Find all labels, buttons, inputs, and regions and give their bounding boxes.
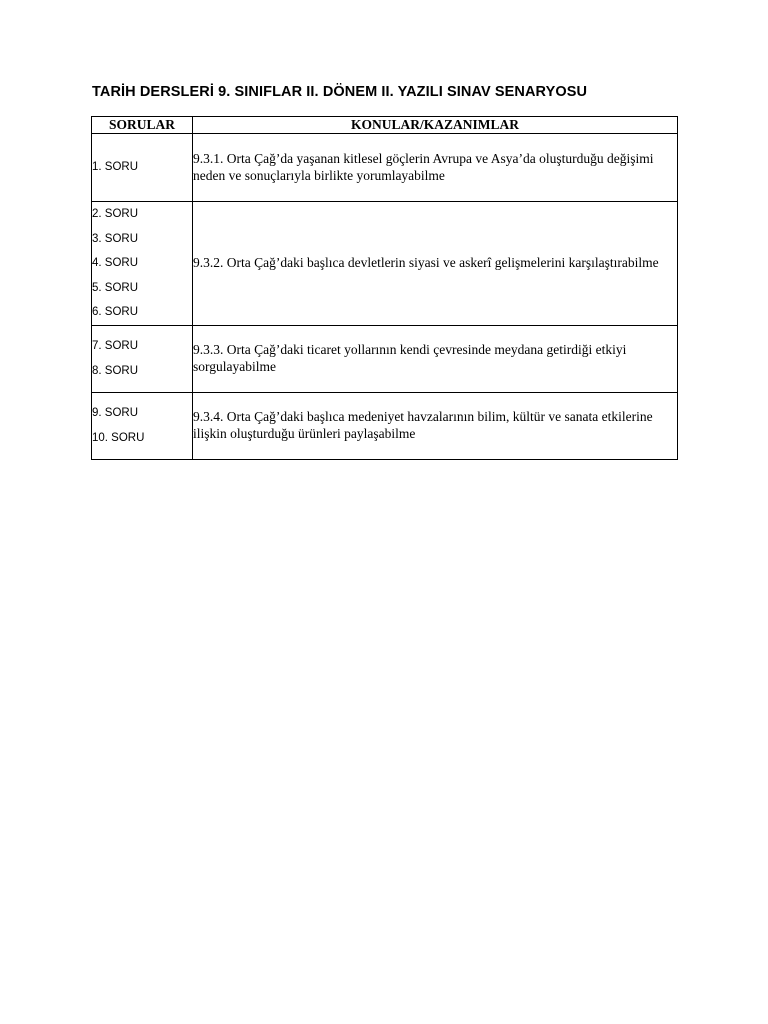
exam-scenario-table — [91, 116, 678, 460]
topic-cell: 9.3.4. Orta Çağ’daki başlıca medeniyet havzalarının bilim, kültür ve sanata etkilerine ilişkin oluşturduğu ürünleri paylaşabilme — [193, 392, 678, 459]
questions-cell — [92, 202, 193, 326]
question-label: 2. SORU — [92, 208, 139, 220]
header-questions: SORULAR — [92, 117, 193, 134]
questions-cell — [92, 325, 193, 392]
topic-cell: 9.3.2. Orta Çağ’daki başlıca devletlerin siyasi ve askerî gelişmelerini karşılaştırabilme — [193, 202, 678, 326]
question-label: 5. SORU — [92, 281, 139, 294]
table-row — [92, 325, 678, 392]
questions-cell — [92, 392, 193, 459]
table-header-row — [92, 117, 678, 134]
topic-cell: 9.3.3. Orta Çağ’daki ticaret yollarının kendi çevresinde meydana getirdiği etkiyi sorgulayabilme — [193, 325, 678, 392]
table-row — [92, 202, 678, 326]
questions-cell — [92, 134, 193, 202]
question-label: 9. SORU — [92, 407, 139, 419]
question-label: 6. SORU — [92, 306, 139, 318]
question-label: 4. SORU — [92, 257, 139, 269]
table-row — [92, 392, 678, 459]
question-label: 10. SORU — [92, 431, 145, 444]
document-title: TARİH DERSLERİ 9. SINIFLAR II. DÖNEM II. YAZILI SINAV SENARYOSU — [92, 84, 588, 100]
table-row — [92, 134, 678, 202]
question-label: 1. SORU — [92, 161, 139, 174]
header-topics: KONULAR/KAZANIMLAR — [193, 117, 678, 134]
question-label: 8. SORU — [92, 364, 139, 377]
question-label: 3. SORU — [92, 232, 139, 245]
question-label: 7. SORU — [92, 340, 139, 352]
topic-cell: 9.3.1. Orta Çağ’da yaşanan kitlesel göçlerin Avrupa ve Asya’da oluşturduğu değişimi neden ve sonuçlarıyla birlikte yorumlayabilme — [193, 134, 678, 202]
